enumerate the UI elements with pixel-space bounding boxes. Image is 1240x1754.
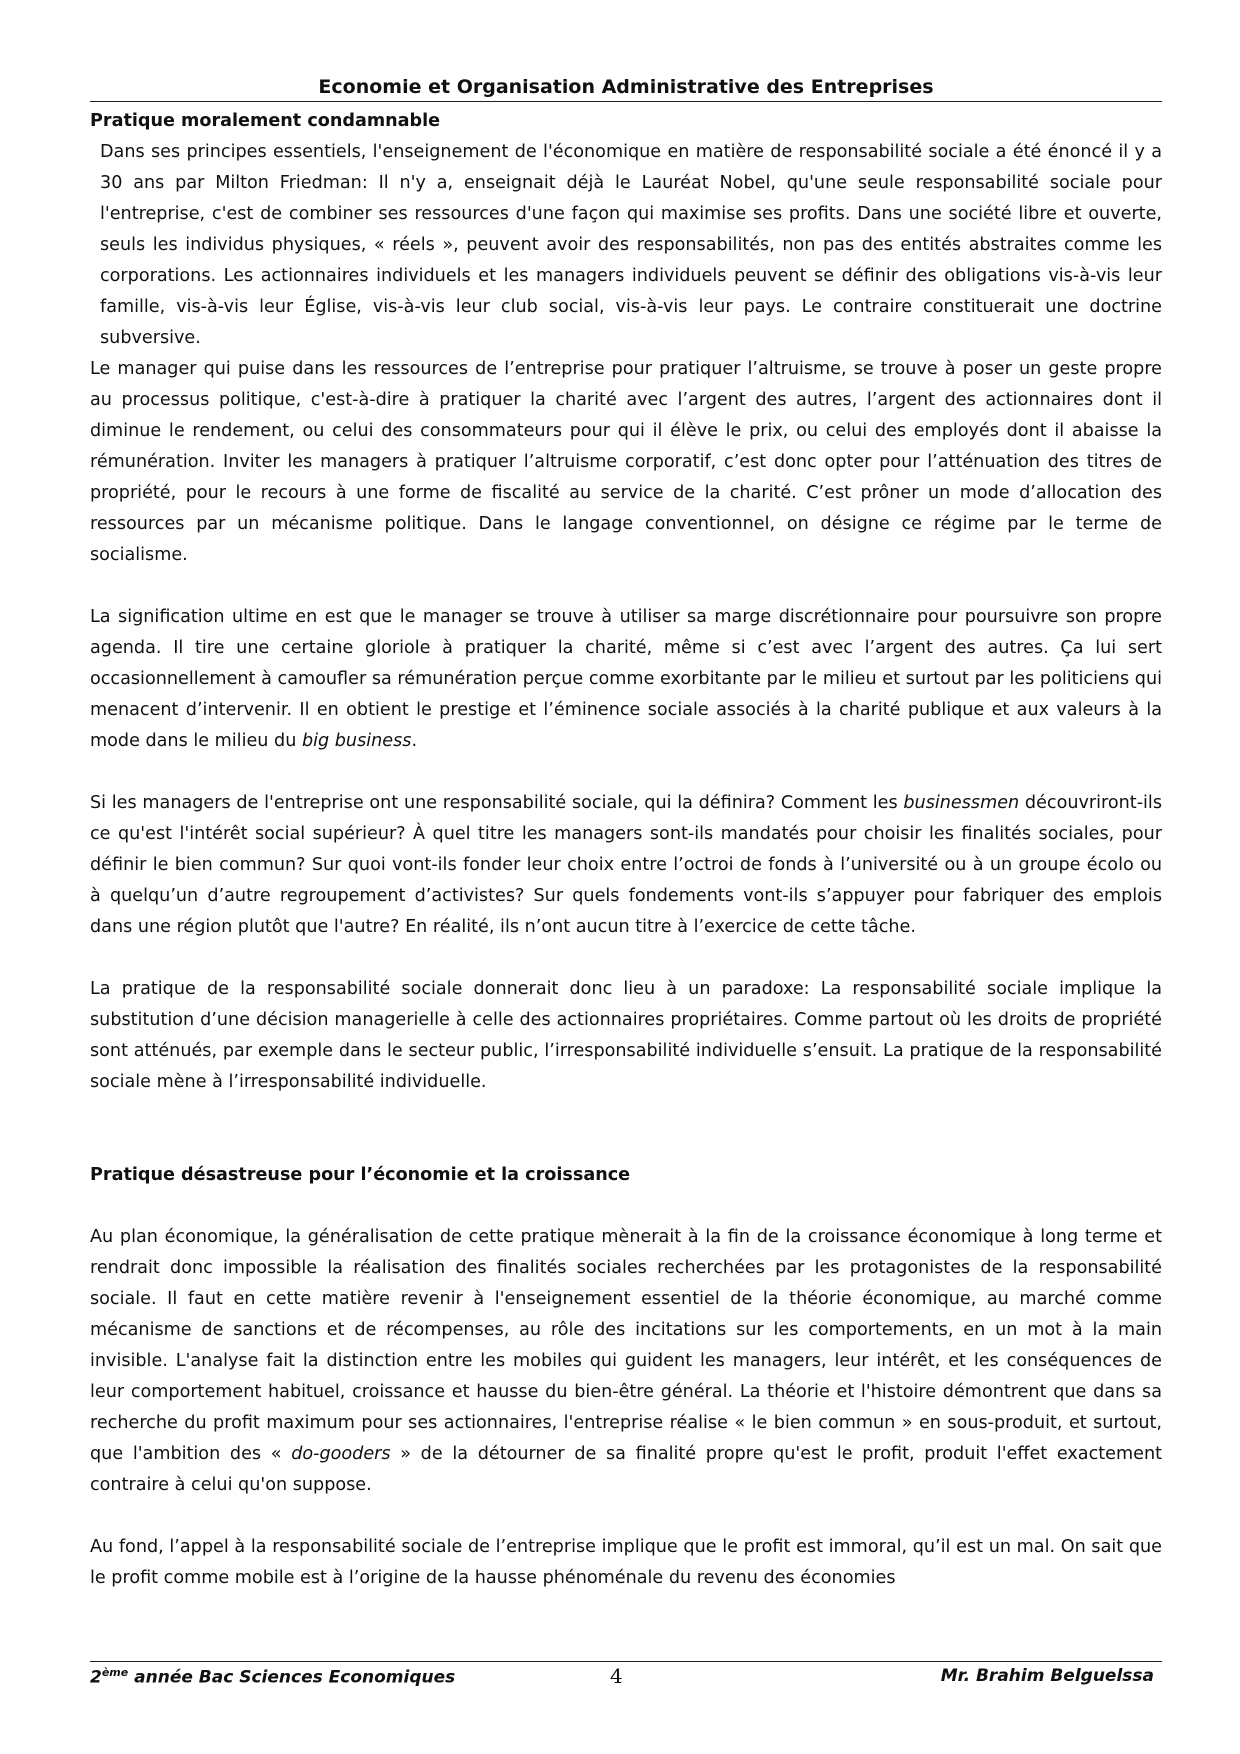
text-run: . bbox=[411, 731, 418, 751]
footer-level-rest: année Bac Sciences Economiques bbox=[128, 1667, 456, 1688]
text-run: Au plan économique, la généralisation de cette pratique mènerait à la fin de la croissance économique à long terme et rendrait donc impossible la réalisation des finalités sociales recherchées par les protagonistes de la responsabilité sociale. Il faut en cette matière revenir à l'enseignement essentiel de la théorie économique, au marché comme mécanisme de sanctions et de récompenses, au rôle des incitations sur les comportements, en un mot à la main invisible. L'analyse fait la distinction entre les mobiles qui guident les managers, leur intérêt, et les conséquences de leur comportement habituel, croissance et hausse du bien-être général. La théorie et l'histoire démontrent que dans sa recherche du profit maximum pour ses actionnaires, l'entreprise réalise « le bien commun » en sous-produit, et surtout, que l'ambition des « bbox=[90, 1227, 1162, 1464]
section-heading-2: Pratique désastreuse pour l’économie et la croissance bbox=[90, 1165, 631, 1185]
footer-level-num: 2 bbox=[90, 1667, 102, 1688]
italic-term: do-gooders bbox=[291, 1444, 391, 1464]
paragraph: Au fond, l’appel à la responsabilité sociale de l’entreprise implique que le profit est immoral, qu’il est un mal. On sait que le profit comme mobile est à l’origine de la hausse phénoménale du revenu des économies bbox=[90, 1537, 1162, 1588]
text-run: Si les managers de l'entreprise ont une responsabilité sociale, qui la définira? Comment les bbox=[90, 793, 904, 813]
paragraph: Dans ses principes essentiels, l'enseignement de l'économique en matière de responsabilité sociale a été énoncé il y a 30 ans par Milton Friedman: Il n'y a, enseignait déjà le Lauréat Nobel, qu'une seule responsabilité sociale pour l'entreprise, c'est de combiner ses ressources d'une façon qui maximise ses profits. Dans une société libre et ouverte, seuls les individus physiques, « réels », peuvent avoir des responsabilités, non pas des entités abstraites comme les corporations. Les actionnaires individuels et les managers individuels peuvent se définir des obligations vis-à-vis leur famille, vis-à-vis leur Église, vis-à-vis leur club social, vis-à-vis leur pays. Le contraire constituerait une doctrine subversive. bbox=[100, 142, 1162, 348]
paragraph: La pratique de la responsabilité sociale donnerait donc lieu à un paradoxe: La responsabilité sociale implique la substitution d’une décision managerielle à celle des actionnaires propriétaires. Comme partout où les droits de propriété sont atténués, par exemple dans le secteur public, l’irresponsabilité individuelle s’ensuit. La pratique de la responsabilité sociale mène à l’irresponsabilité individuelle. bbox=[90, 979, 1162, 1092]
section-heading-1: Pratique moralement condamnable bbox=[90, 111, 441, 131]
text-run: La signification ultime en est que le manager se trouve à utiliser sa marge discrétionnaire pour poursuivre son propre agenda. Il tire une certaine gloriole à pratiquer la charité, même si c’est avec l’argent des autres. Ça lui sert occasionnellement à camoufler sa rémunération perçue comme exorbitante par le milieu et surtout par les politiciens qui menacent d’intervenir. Il en obtient le prestige et l’éminence sociale associés à la charité publique et aux valeurs à la mode dans le milieu du bbox=[90, 607, 1162, 751]
footer-level bbox=[90, 1666, 455, 1688]
footer-level-sup: ème bbox=[101, 1666, 129, 1679]
italic-term: big business bbox=[301, 731, 412, 751]
text-run: découvriront-ils ce qu'est l'intérêt social supérieur? À quel titre les managers sont-ils mandatés pour choisir les finalités sociales, pour définir le bien commun? Sur quoi vont-ils fonder leur choix entre l’octroi de fonds à l’université ou à un groupe écolo ou à quelqu’un d’autre regroupement d’activistes? Sur quels fondements vont-ils s’appuyer pour fabriquer des emplois dans une région plutôt que l'autre? En réalité, ils n’ont aucun titre à l’exercice de cette tâche. bbox=[90, 793, 1162, 937]
document-body bbox=[90, 106, 1162, 1594]
page-footer bbox=[90, 1661, 1162, 1692]
paragraph bbox=[90, 1222, 1162, 1501]
paragraph bbox=[90, 788, 1162, 943]
paragraph: Le manager qui puise dans les ressources de l’entreprise pour pratiquer l’altruisme, se trouve à poser un geste propre au processus politique, c'est-à-dire à pratiquer la charité avec l’argent des autres, l’argent des actionnaires dont il diminue le rendement, ou celui des consommateurs pour qui il élève le prix, ou celui des employés dont il abaisse la rémunération. Inviter les managers à pratiquer l’altruisme corporatif, c’est donc opter pour l’atténuation des titres de propriété, pour le recours à une forme de fiscalité au service de la charité. C’est prôner un mode d’allocation des ressources par un mécanisme politique. Dans le langage conventionnel, on désigne ce régime par le terme de socialisme. bbox=[90, 359, 1162, 565]
text-run: » de la détourner de sa finalité propre qu'est le profit, produit l'effet exactement contraire à celui qu'on suppose. bbox=[90, 1444, 1162, 1495]
footer-author: Mr. Brahim Belguelssa bbox=[940, 1666, 1154, 1686]
page-number: 4 bbox=[610, 1664, 623, 1688]
page-header: Economie et Organisation Administrative des Entreprises bbox=[90, 76, 1162, 102]
paragraph bbox=[90, 602, 1162, 757]
italic-term: businessmen bbox=[903, 793, 1020, 813]
